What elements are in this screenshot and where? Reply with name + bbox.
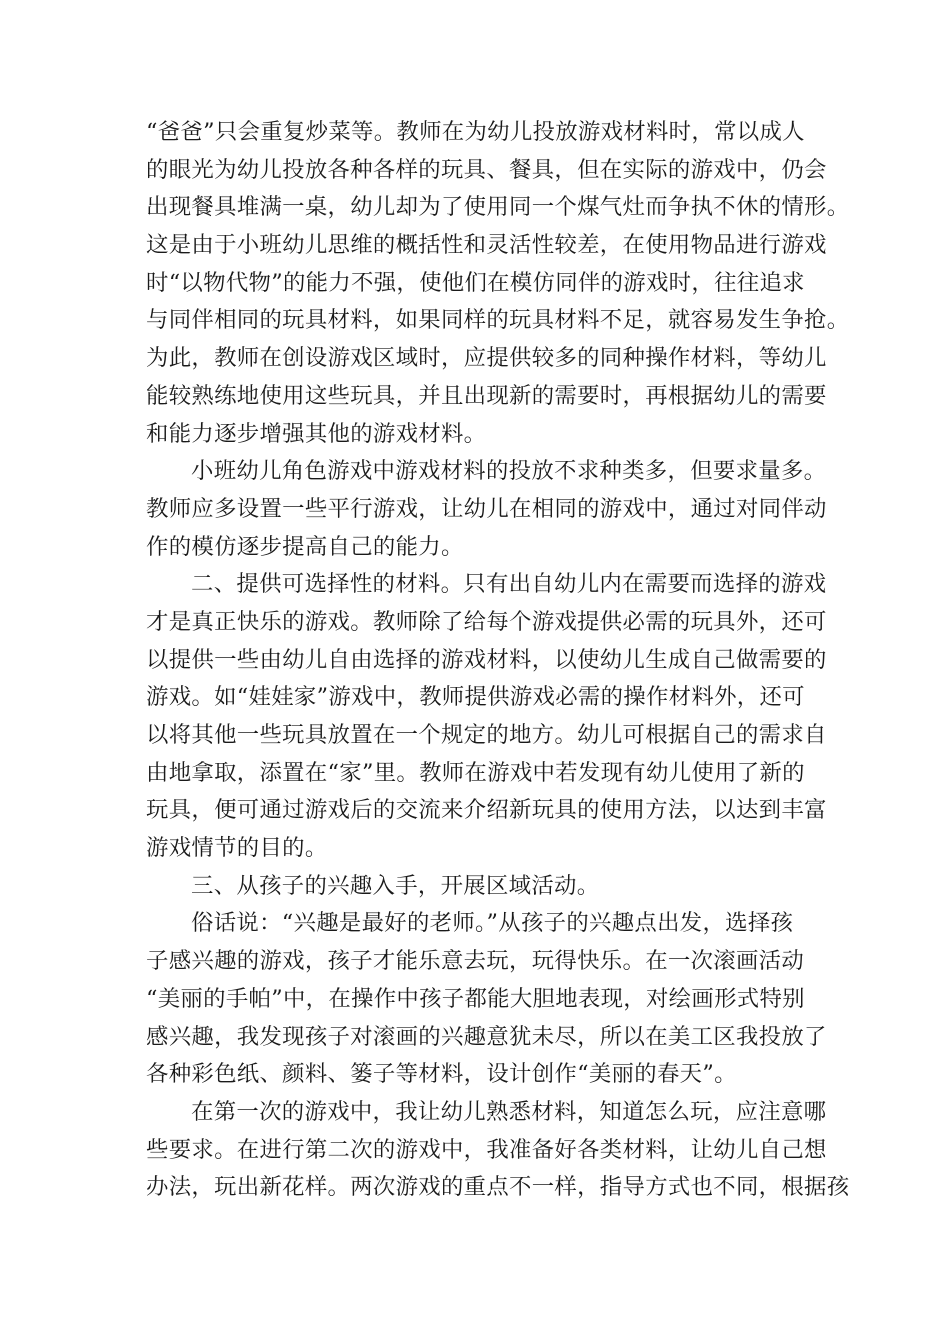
text-line: 感兴趣，我发现孩子对滚画的兴趣意犹未尽，所以在美工区我投放了 (146, 1023, 827, 1050)
text-line: 能较熟练地使用这些玩具，并且出现新的需要时，再根据幼儿的需要 (146, 382, 827, 409)
text-line: 子感兴趣的游戏，孩子才能乐意去玩，玩得快乐。在一次滚画活动 (146, 948, 805, 975)
text-line: 些要求。在进行第二次的游戏中，我准备好各类材料，让幼儿自己想 (146, 1136, 827, 1163)
text-line: 各种彩色纸、颜料、篓子等材料，设计创作“美丽的春天”。 (146, 1061, 737, 1088)
text-line: 为此，教师在创设游戏区域时，应提供较多的同种操作材料，等幼儿 (146, 345, 827, 372)
text-line: 游戏情节的目的。 (146, 835, 328, 862)
text-line: 由地拿取，添置在“家”里。教师在游戏中若发现有幼儿使用了新的 (146, 759, 805, 786)
text-line: 玩具，便可通过游戏后的交流来介绍新玩具的使用方法，以达到丰富 (146, 797, 827, 824)
text-line: 作的模仿逐步提高自己的能力。 (146, 533, 464, 560)
text-line: “美丽的手帕”中，在操作中孩子都能大胆地表现，对绘画形式特别 (146, 985, 805, 1012)
text-line: 二、提供可选择性的材料。只有出自幼儿内在需要而选择的游戏 (191, 571, 827, 598)
text-line: 才是真正快乐的游戏。教师除了给每个游戏提供必需的玩具外，还可 (146, 608, 827, 635)
document-body (146, 114, 850, 1207)
text-line: 俗话说：“兴趣是最好的老师。”从孩子的兴趣点出发，选择孩 (191, 910, 794, 937)
text-line: 教师应多设置一些平行游戏，让幼儿在相同的游戏中，通过对同伴动 (146, 495, 827, 522)
text-line: 游戏。如“娃娃家”游戏中，教师提供游戏必需的操作材料外，还可 (146, 684, 805, 711)
text-line: 以提供一些由幼儿自由选择的游戏材料，以使幼儿生成自己做需要的 (146, 646, 827, 673)
text-line: 出现餐具堆满一桌，幼儿却为了使用同一个煤气灶而争执不休的情形。 (146, 194, 850, 221)
section-heading: 三、从孩子的兴趣入手，开展区域活动。 (191, 872, 600, 899)
text-line: 小班幼儿角色游戏中游戏材料的投放不求种类多，但要求量多。 (191, 458, 827, 485)
text-line: 这是由于小班幼儿思维的概括性和灵活性较差，在使用物品进行游戏 (146, 232, 827, 259)
text-line: 办法，玩出新花样。两次游戏的重点不一样，指导方式也不同，根据孩 (146, 1174, 850, 1201)
text-line: 时“以物代物”的能力不强，使他们在模仿同伴的游戏时，往往追求 (146, 269, 805, 296)
text-line: “爸爸”只会重复炒菜等。教师在为幼儿投放游戏材料时，常以成人 (146, 119, 805, 145)
text-line: 与同伴相同的玩具材料，如果同样的玩具材料不足，就容易发生争抢。 (146, 307, 850, 334)
text-line: 在第一次的游戏中，我让幼儿熟悉材料，知道怎么玩，应注意哪 (191, 1098, 827, 1125)
text-line: 的眼光为幼儿投放各种各样的玩具、餐具，但在实际的游戏中，仍会 (146, 156, 827, 183)
text-line: 和能力逐步增强其他的游戏材料。 (146, 420, 487, 447)
text-line: 以将其他一些玩具放置在一个规定的地方。幼儿可根据自己的需求自 (146, 722, 827, 748)
